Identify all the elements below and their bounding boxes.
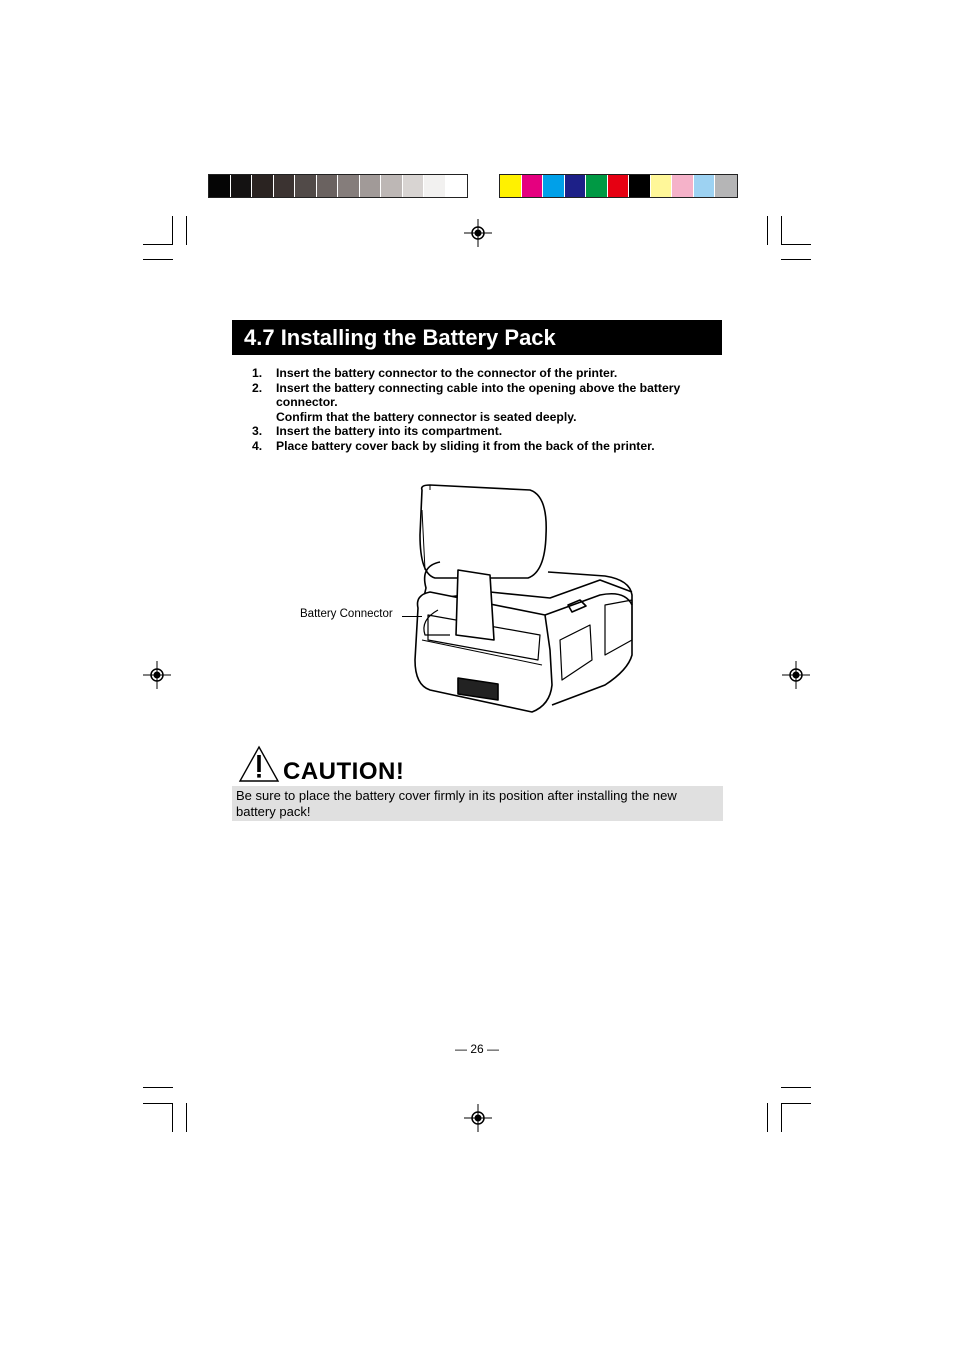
gray-swatch <box>209 175 231 197</box>
color-swatch <box>651 175 673 197</box>
registration-mark-icon <box>782 661 810 689</box>
gray-swatch <box>381 175 403 197</box>
warning-triangle-icon <box>238 745 280 783</box>
crop-mark <box>143 1087 173 1088</box>
color-swatch <box>672 175 694 197</box>
caution-title: CAUTION! <box>283 758 405 785</box>
crop-mark <box>143 259 173 260</box>
gray-swatch <box>274 175 296 197</box>
crop-mark <box>767 216 768 245</box>
crop-mark <box>781 1103 782 1132</box>
gray-swatch <box>360 175 382 197</box>
registration-mark-icon <box>464 219 492 247</box>
crop-mark <box>143 1103 173 1104</box>
color-swatch <box>500 175 522 197</box>
color-swatch <box>629 175 651 197</box>
page-number: — 26 — <box>454 1042 499 1056</box>
color-swatch <box>522 175 544 197</box>
connector-leader-line <box>402 616 422 617</box>
crop-mark <box>781 1103 811 1104</box>
color-calibration-bar <box>499 174 738 198</box>
section-title: 4.7 Installing the Battery Pack <box>232 320 722 355</box>
crop-mark <box>186 1103 187 1132</box>
gray-swatch <box>231 175 253 197</box>
color-swatch <box>565 175 587 197</box>
gray-swatch <box>424 175 446 197</box>
registration-mark-icon <box>143 661 171 689</box>
list-item: 4. Place battery cover back by sliding it from the back of the printer. <box>252 438 655 453</box>
gray-swatch <box>295 175 317 197</box>
crop-mark <box>186 216 187 245</box>
color-swatch <box>608 175 630 197</box>
color-swatch <box>715 175 737 197</box>
gray-swatch <box>317 175 339 197</box>
color-swatch <box>694 175 716 197</box>
color-swatch <box>586 175 608 197</box>
registration-mark-icon <box>464 1104 492 1132</box>
list-item: 1. Insert the battery connector to the connector of the printer. <box>252 366 618 380</box>
gray-swatch <box>338 175 360 197</box>
crop-mark <box>143 244 173 245</box>
color-swatch <box>543 175 565 197</box>
printer-battery-illustration <box>400 480 640 725</box>
crop-mark <box>172 216 173 245</box>
list-item: 3. Insert the battery into its compartment. <box>252 424 503 439</box>
crop-mark <box>781 259 811 260</box>
crop-mark <box>781 216 782 245</box>
crop-mark <box>781 1087 811 1088</box>
crop-mark <box>172 1103 173 1132</box>
gray-swatch <box>252 175 274 197</box>
list-item-note: Confirm that the battery connector is seated deeply. <box>276 409 577 424</box>
crop-mark <box>767 1103 768 1132</box>
crop-mark <box>781 244 811 245</box>
caution-text: Be sure to place the battery cover firmly in its position after installing the new battery pack! <box>232 786 723 821</box>
grayscale-calibration-bar <box>208 174 468 198</box>
gray-swatch <box>446 175 468 197</box>
gray-swatch <box>403 175 425 197</box>
battery-connector-label: Battery Connector <box>300 608 393 620</box>
instruction-list <box>252 366 732 454</box>
list-item: 2. Insert the battery connecting cable into the opening above the battery connector. <box>252 380 681 410</box>
